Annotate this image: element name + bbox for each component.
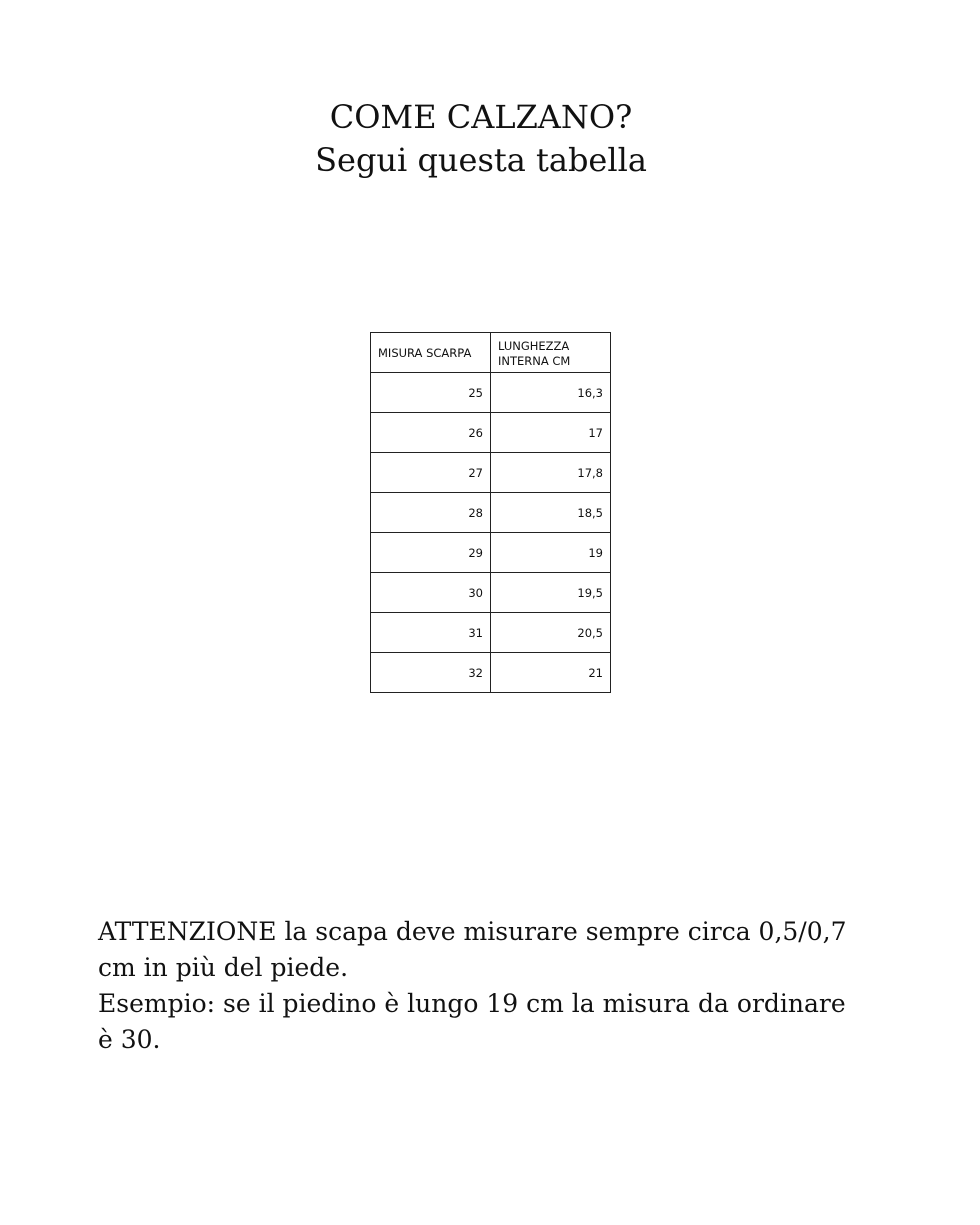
table-header-row xyxy=(371,333,611,373)
shoe-size-cell: 29 xyxy=(371,533,491,573)
column-header-inner-length: LUNGHEZZA INTERNA CM xyxy=(491,333,611,373)
table-row xyxy=(371,573,611,613)
shoe-size-cell: 27 xyxy=(371,453,491,493)
title-line-2: Segui questa tabella xyxy=(315,141,647,179)
shoe-size-cell: 31 xyxy=(371,613,491,653)
inner-length-cell: 16,3 xyxy=(491,373,611,413)
title-line-1: COME CALZANO? xyxy=(329,98,633,136)
inner-length-cell: 20,5 xyxy=(491,613,611,653)
shoe-size-cell: 25 xyxy=(371,373,491,413)
table-row xyxy=(371,653,611,693)
table-row xyxy=(371,373,611,413)
table-row xyxy=(371,453,611,493)
table-row xyxy=(371,613,611,653)
table-row xyxy=(371,493,611,533)
shoe-size-cell: 30 xyxy=(371,573,491,613)
shoe-size-cell: 26 xyxy=(371,413,491,453)
shoe-size-cell: 28 xyxy=(371,493,491,533)
inner-length-cell: 17 xyxy=(491,413,611,453)
size-table xyxy=(370,332,611,693)
warning-note xyxy=(98,914,868,1058)
shoe-size-cell: 32 xyxy=(371,653,491,693)
table-row xyxy=(371,533,611,573)
warning-text: ATTENZIONE la scapa deve misurare sempre circa 0,5/0,7 cm in più del piede. xyxy=(98,917,847,982)
column-header-shoe-size: MISURA SCARPA xyxy=(371,333,491,373)
inner-length-cell: 21 xyxy=(491,653,611,693)
inner-length-cell: 19,5 xyxy=(491,573,611,613)
inner-length-cell: 19 xyxy=(491,533,611,573)
example-text: Esempio: se il piedino è lungo 19 cm la misura da ordinare è 30. xyxy=(98,989,846,1054)
inner-length-cell: 17,8 xyxy=(491,453,611,493)
table-row xyxy=(371,413,611,453)
inner-length-cell: 18,5 xyxy=(491,493,611,533)
page-title xyxy=(0,96,962,182)
